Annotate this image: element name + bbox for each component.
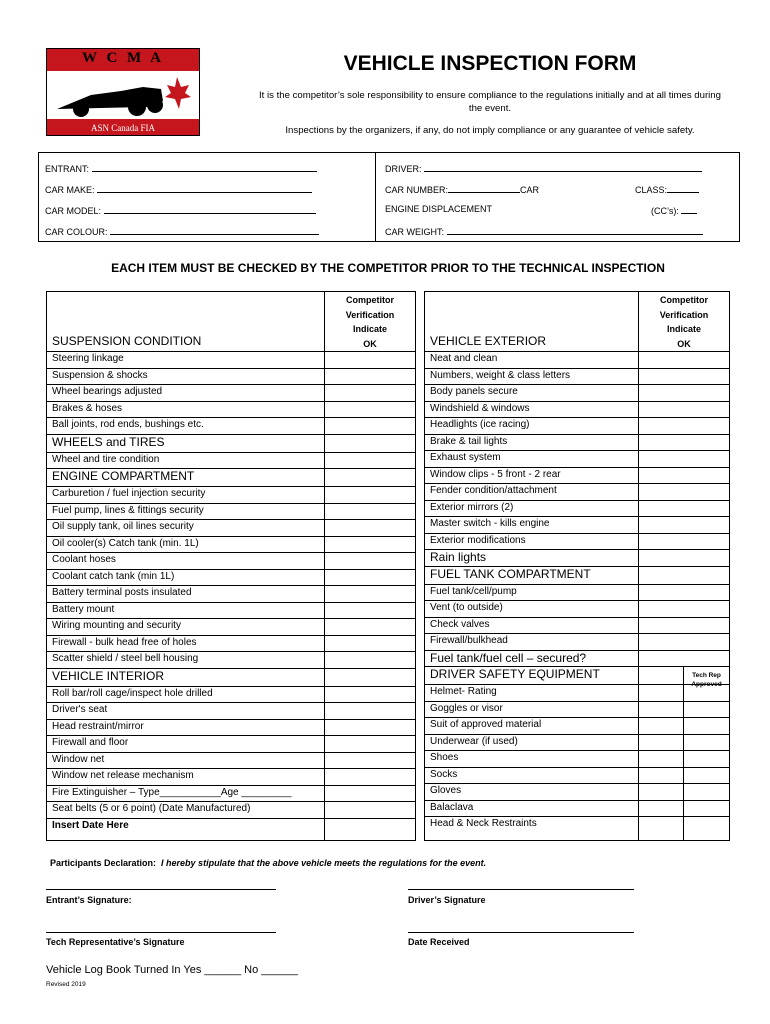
verification-checkbox[interactable] (638, 533, 730, 550)
verification-checkbox[interactable] (324, 651, 416, 668)
verification-checkbox[interactable] (324, 702, 416, 719)
verification-checkbox[interactable] (324, 569, 416, 586)
checklist-heading: EACH ITEM MUST BE CHECKED BY THE COMPETITOR PRIOR TO THE TECHNICAL INSPECTION (111, 261, 665, 275)
car-colour-field[interactable]: CAR COLOUR: (45, 225, 319, 237)
verification-checkbox[interactable] (638, 384, 730, 401)
verification-checkbox[interactable] (324, 686, 416, 703)
verification-checkbox[interactable] (324, 785, 416, 802)
checklist-item: Driver's seat (52, 704, 108, 715)
verification-checkbox[interactable] (638, 717, 730, 734)
checklist-item: Neat and clean (430, 353, 498, 364)
checklist-item: Balaclava (430, 801, 474, 813)
verification-checkbox[interactable] (638, 734, 730, 751)
verification-checkbox[interactable] (324, 351, 416, 368)
checklist-item: Underwear (if used) (430, 735, 518, 747)
checklist-item: Goggles or visor (430, 702, 503, 714)
verification-checkbox[interactable] (638, 467, 730, 484)
verification-checkbox[interactable] (324, 602, 416, 619)
checklist-item: Coolant catch tank (min 1L) (52, 570, 175, 582)
checklist-item: Brakes & hoses (52, 402, 123, 414)
checklist-item: Check valves (430, 618, 490, 630)
race-car-icon (51, 73, 195, 119)
verification-checkbox[interactable] (638, 434, 730, 451)
checklist-item: Vent (to outside) (430, 602, 503, 613)
checklist-item: Battery mount (52, 603, 115, 615)
right-verification-header: Competitor Verification Indicate OK (659, 295, 709, 349)
checklist-item: Master switch - kills engine (430, 518, 550, 529)
checklist-item: Firewall and floor (52, 737, 129, 748)
car-number-field[interactable]: CAR NUMBER: CAR (385, 185, 540, 195)
cc-field[interactable]: (CC’s): (651, 204, 697, 216)
verification-checkbox[interactable] (324, 585, 416, 602)
checklist-item: Socks (430, 768, 458, 780)
verification-checkbox[interactable] (638, 584, 730, 601)
checklist-item: Seat belts (5 or 6 point) (Date Manufactured) (52, 803, 251, 814)
verification-checkbox[interactable] (638, 816, 730, 833)
driver-field[interactable]: DRIVER: (385, 162, 702, 174)
checklist-item: Body panels secure (430, 386, 518, 397)
verification-checkbox[interactable] (638, 417, 730, 434)
checklist-item: Coolant hoses (52, 554, 116, 565)
section-wheels-and-tires: WHEELS and TIRES (52, 434, 165, 449)
checklist-item: Suit of approved material (430, 719, 542, 730)
verification-checkbox[interactable] (324, 768, 416, 785)
verification-checkbox[interactable] (324, 635, 416, 652)
verification-checkbox[interactable] (324, 618, 416, 635)
checklist-item: Oil cooler(s) Catch tank (min. 1L) (52, 537, 199, 549)
section-engine-compartment: ENGINE COMPARTMENT (52, 469, 195, 483)
checklist-item: Insert Date Here (52, 819, 129, 831)
section-driver-safety-equipment: DRIVER SAFETY EQUIPMENT (430, 667, 600, 681)
verification-checkbox[interactable] (638, 450, 730, 467)
checklist-item: Fuel tank/fuel cell – secured? (430, 650, 587, 665)
checklist-item: Window net release mechanism (52, 770, 194, 781)
checklist-item: Gloves (430, 785, 462, 796)
verification-checkbox[interactable] (638, 617, 730, 634)
checklist-item: Firewall - bulk head free of holes (52, 636, 197, 648)
driver-signature-line[interactable] (408, 889, 634, 890)
checklist-item: Window clips - 5 front - 2 rear (430, 468, 561, 480)
verification-checkbox[interactable] (324, 552, 416, 569)
checklist-item: Scatter shield / steel bell housing (52, 653, 199, 664)
verification-checkbox[interactable] (638, 351, 730, 368)
verification-checkbox[interactable] (324, 752, 416, 769)
verification-checkbox[interactable] (638, 701, 730, 718)
driver-signature-label: Driver’s Signature (408, 895, 486, 905)
logo-top-text: W C M A (82, 50, 164, 66)
right-checklist-table (424, 291, 730, 841)
checklist-item: Wiring mounting and security (52, 620, 181, 631)
tech-rep-signature-line[interactable] (46, 932, 276, 933)
verification-checkbox[interactable] (638, 684, 730, 701)
verification-checkbox[interactable] (324, 384, 416, 401)
entrant-info-box (38, 152, 740, 242)
verification-checkbox[interactable] (324, 818, 416, 835)
wcma-logo (46, 48, 200, 136)
checklist-item: Steering linkage (52, 353, 124, 364)
date-received-line[interactable] (408, 932, 634, 933)
verification-checkbox[interactable] (324, 503, 416, 520)
verification-checkbox[interactable] (324, 801, 416, 818)
checklist-item: Helmet- Rating (430, 686, 497, 697)
entrant-field[interactable]: ENTRANT: (45, 162, 317, 174)
verification-checkbox[interactable] (638, 633, 730, 650)
checklist-item: Brake & tail lights (430, 435, 508, 447)
checklist-item: Oil supply tank, oil lines security (52, 521, 194, 532)
checklist-item: Head & Neck Restraints (430, 818, 537, 829)
class-field[interactable]: CLASS: (635, 183, 699, 195)
verification-checkbox[interactable] (324, 452, 416, 469)
entrant-signature-line[interactable] (46, 889, 276, 890)
participants-declaration: Participants Declaration: I hereby stipulate that the above vehicle meets the regulations for the event. (50, 858, 487, 868)
verification-checkbox[interactable] (638, 783, 730, 800)
checklist-item: Exterior mirrors (2) (430, 501, 514, 513)
intro-line-3: Inspections by the organizers, if any, do not imply compliance or any guarantee of vehicle safety. (285, 125, 695, 136)
verification-checkbox[interactable] (324, 719, 416, 736)
verification-checkbox[interactable] (324, 536, 416, 553)
checklist-item: Fender condition/attachment (430, 485, 557, 496)
checklist-item: Battery terminal posts insulated (52, 587, 192, 598)
tech-rep-signature-label: Tech Representative’s Signature (46, 937, 185, 947)
verification-checkbox[interactable] (638, 401, 730, 418)
verification-checkbox[interactable] (324, 735, 416, 752)
verification-checkbox[interactable] (324, 417, 416, 434)
tech-rep-approved-header: Tech Rep Approved (691, 672, 722, 688)
checklist-item: Carburetion / fuel injection security (52, 488, 206, 499)
section-suspension-condition: SUSPENSION CONDITION (52, 334, 202, 348)
intro-line-2: the event. (468, 103, 512, 114)
car-weight-field[interactable]: CAR WEIGHT: (385, 225, 703, 237)
checklist-item: Headlights (ice racing) (430, 419, 530, 430)
verification-checkbox[interactable] (324, 401, 416, 418)
verification-checkbox[interactable] (638, 500, 730, 517)
checklist-item: Firewall/bulkhead (430, 635, 508, 646)
checklist-item: Shoes (430, 752, 459, 763)
revised-note: Revised 2019 (46, 981, 86, 988)
verification-checkbox[interactable] (638, 368, 730, 385)
checklist-item: Ball joints, rod ends, bushings etc. (52, 419, 204, 430)
verification-checkbox[interactable] (324, 368, 416, 385)
verification-checkbox[interactable] (638, 600, 730, 617)
intro-line-1: It is the competitor’s sole responsibility to ensure compliance to the regulations initially and at all times during (259, 90, 721, 101)
verification-checkbox[interactable] (638, 750, 730, 767)
date-received-label: Date Received (408, 937, 470, 947)
checklist-item: Rain lights (430, 550, 487, 564)
checklist-item: Window net (52, 753, 105, 765)
log-book-field[interactable]: Vehicle Log Book Turned In Yes ______ No ______ (46, 964, 298, 976)
verification-checkbox[interactable] (638, 767, 730, 784)
car-model-field[interactable]: CAR MODEL: (45, 204, 316, 216)
checklist-item: Windshield & windows (430, 402, 530, 414)
checklist-item: Exhaust system (430, 452, 501, 463)
verification-checkbox[interactable] (638, 549, 730, 566)
left-verification-header: Competitor Verification Indicate OK (345, 295, 395, 349)
car-make-field[interactable]: CAR MAKE: (45, 183, 312, 195)
logo-bottom-text: ASN Canada FIA (91, 123, 155, 133)
checklist-item: Fire Extinguisher – Type___________Age _________ (52, 786, 292, 798)
engine-displacement-label: ENGINE DISPLACEMENT (385, 204, 493, 214)
checklist-item: Wheel bearings adjusted (52, 386, 163, 397)
checklist-item: Roll bar/roll cage/inspect hole drilled (52, 687, 213, 699)
checklist-item: Fuel pump, lines & fittings security (52, 504, 204, 516)
verification-checkbox[interactable] (638, 800, 730, 817)
section-vehicle-exterior: VEHICLE EXTERIOR (430, 334, 547, 348)
entrant-signature-label: Entrant’s Signature: (46, 895, 132, 905)
verification-checkbox[interactable] (324, 519, 416, 536)
checklist-item: Fuel tank/cell/pump (430, 585, 517, 597)
checklist-item: Head restraint/mirror (52, 720, 144, 732)
checklist-item: Numbers, weight & class letters (430, 369, 571, 381)
form-title: VEHICLE INSPECTION FORM (343, 52, 637, 75)
checklist-item: Exterior modifications (430, 534, 526, 546)
checklist-item: Wheel and tire condition (52, 453, 160, 465)
checklist-item: Suspension & shocks (52, 369, 148, 381)
section-vehicle-interior: VEHICLE INTERIOR (52, 668, 165, 683)
verification-checkbox[interactable] (324, 486, 416, 503)
verification-checkbox[interactable] (638, 650, 730, 667)
verification-checkbox[interactable] (638, 483, 730, 500)
verification-checkbox[interactable] (638, 516, 730, 533)
section-fuel-tank-compartment: FUEL TANK COMPARTMENT (430, 566, 591, 581)
left-checklist-table (46, 291, 416, 841)
